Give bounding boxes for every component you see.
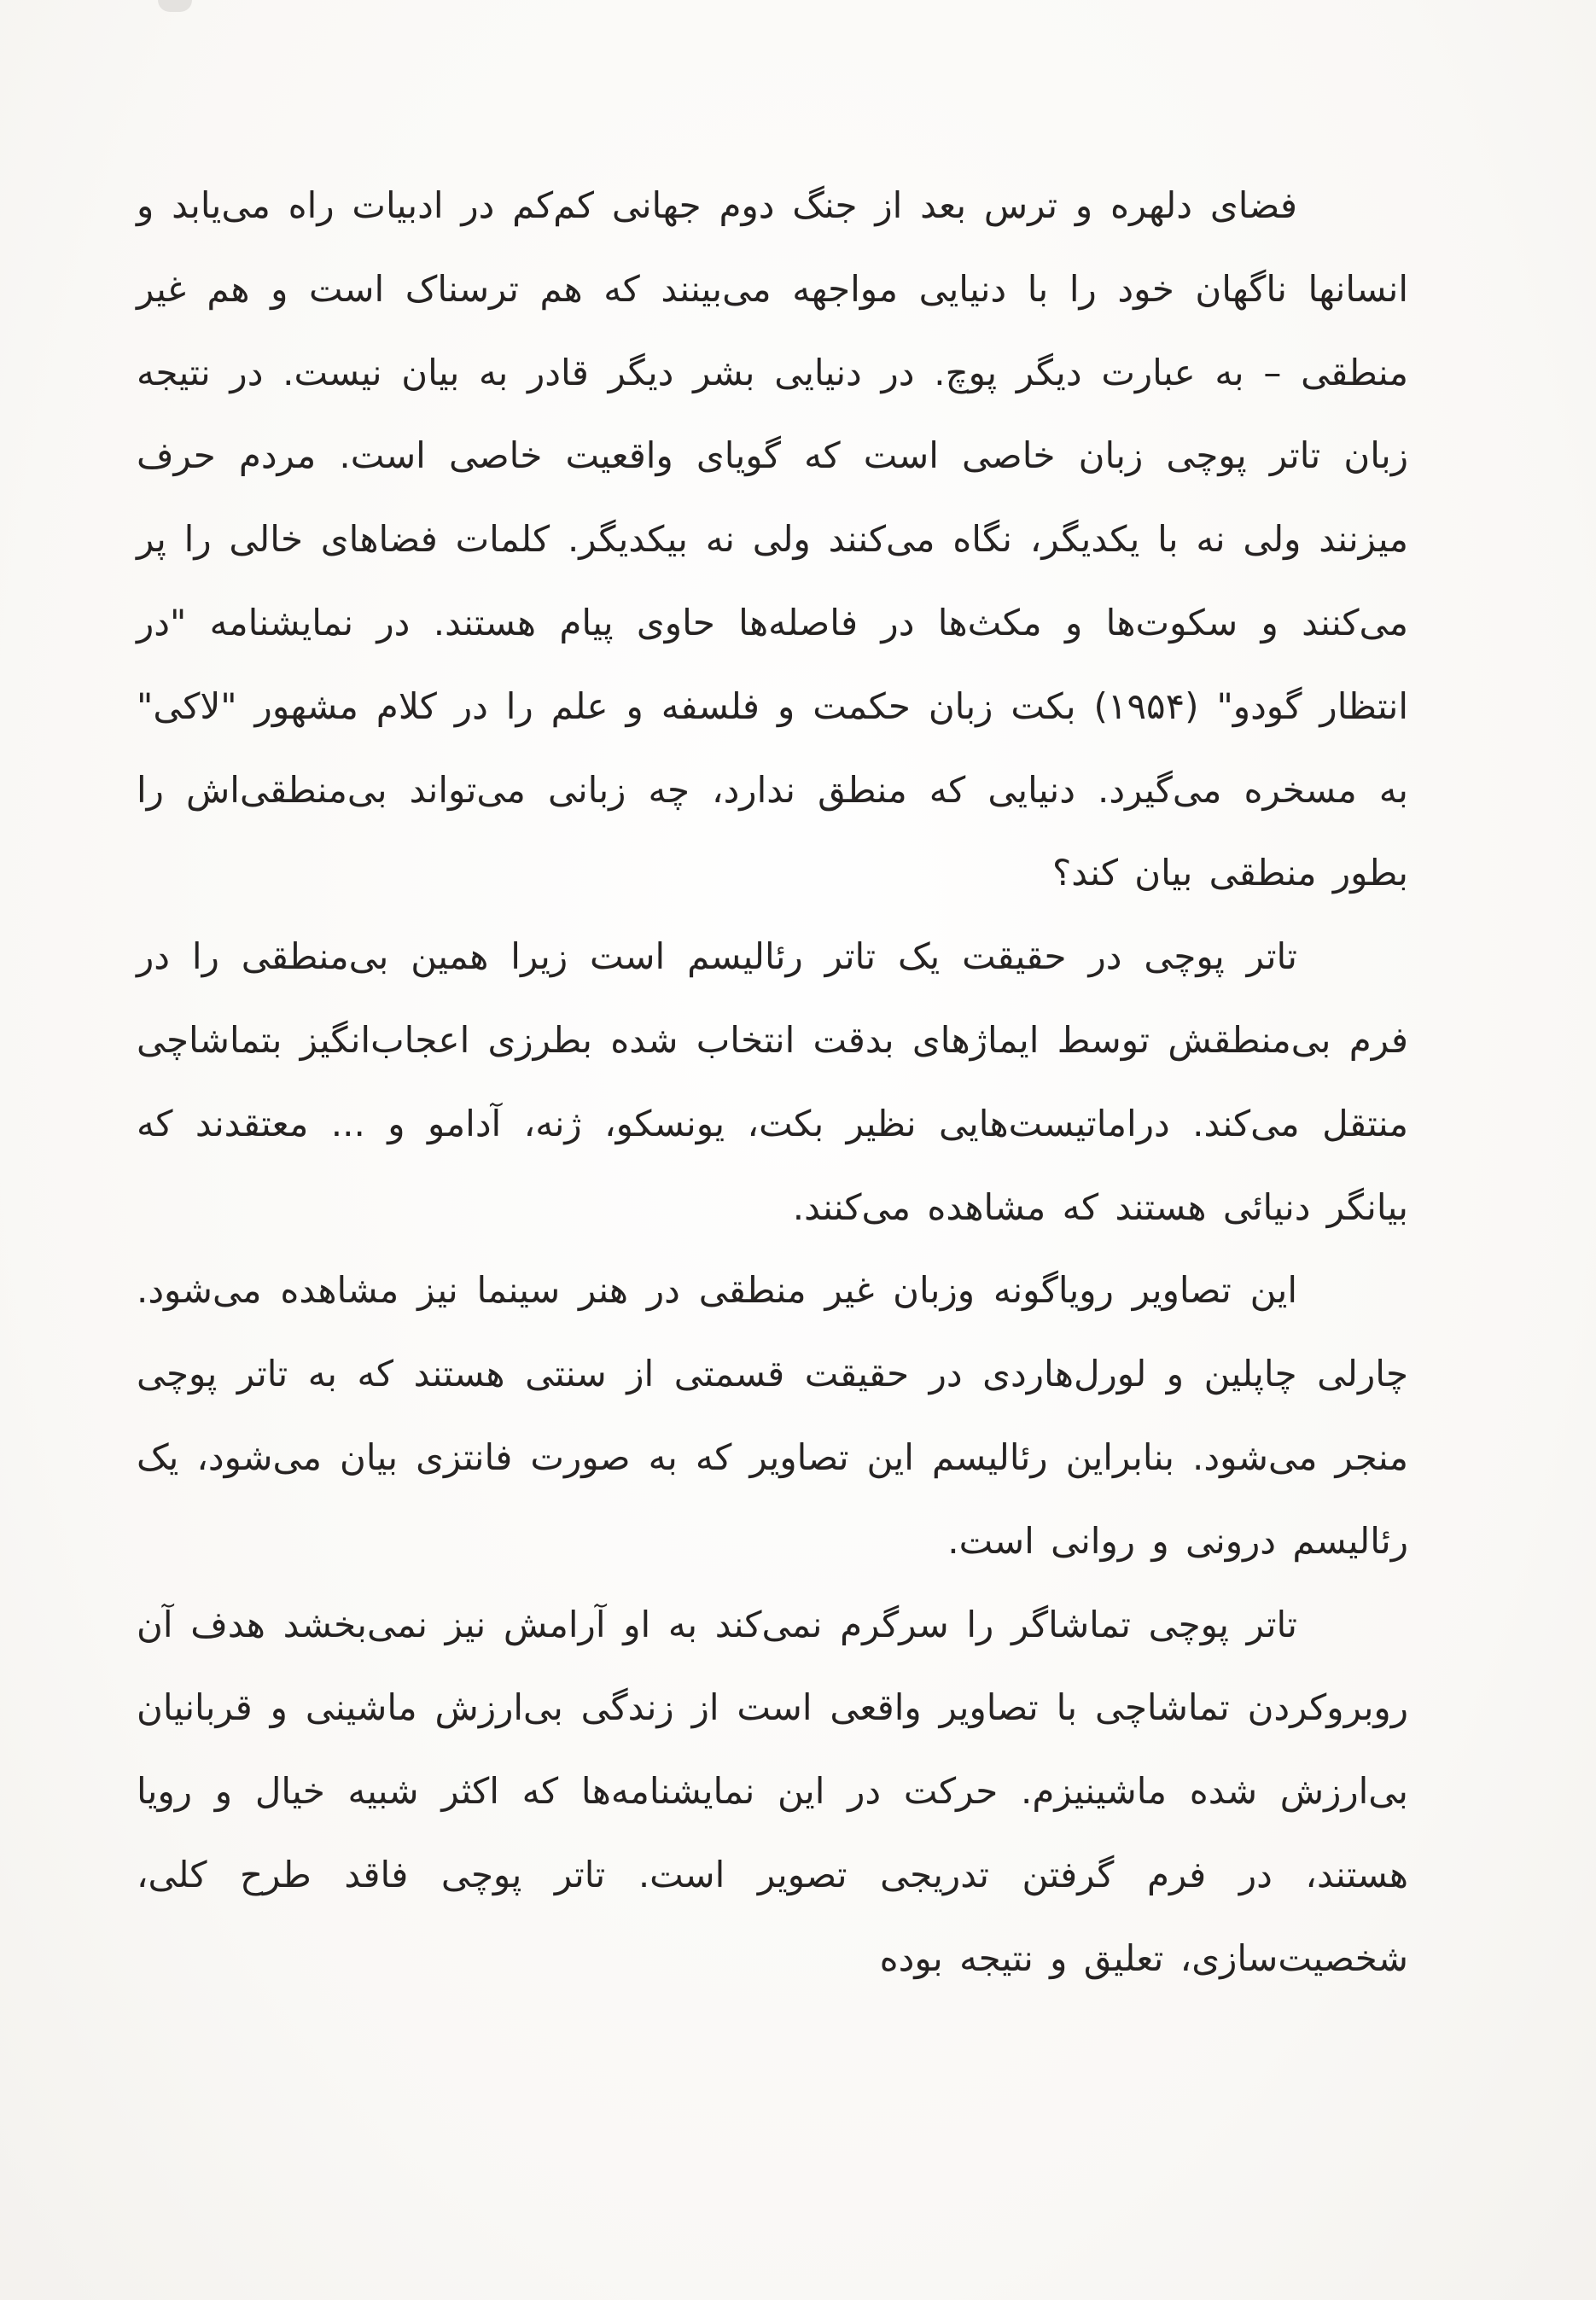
paragraph-2: تاتر پوچی در حقیقت یک تاتر رئالیسم است زیرا همین بی‌منطقی را در فرم بی‌منطقش توسط ایماژهای بدقت انتخاب شده بطرزی اعجاب‌انگیز بتماشاچی منتقل می‌کند. دراماتیست‌هایی نظیر بکت، یونسکو، ژنه، آدامو و ... معتقدند که بیانگر دنیائی هستند که مشاهده می‌کنند.	[137, 935, 1408, 1228]
paragraph-3: این تصاویر رویاگونه وزبان غیر منطقی در هنر سینما نیز مشاهده می‌شود. چارلی چاپلین و لورل‌هاردی در حقیقت قسمتی از سنتی هستند که به تاتر پوچی منجر می‌شود. بنابراین رئالیسم این تصاویر که به صورت فانتزی بیان می‌شود، یک رئالیسم درونی و روانی است.	[137, 1269, 1408, 1562]
body-text	[137, 164, 1408, 2000]
paragraph-1: فضای دلهره و ترس بعد از جنگ دوم جهانی کم‌کم در ادبیات راه می‌یابد و انسانها ناگهان خود را با دنیایی مواجهه می‌بینند که هم ترسناک است و هم غیر منطقی – به عبارت دیگر پوچ. در دنیایی بشر دیگر قادر به بیان نیست. در نتیجه زبان تاتر پوچی زبان خاصی است که گویای واقعیت خاصی است. مردم حرف میزنند ولی نه با یکدیگر، نگاه می‌کنند ولی نه بیکدیگر. کلمات فضاهای خالی را پر می‌کنند و سکوت‌ها و مکث‌ها در فاصله‌ها حاوی پیام هستند. در نمایشنامه "در انتظار گودو" (۱۹۵۴) بکت زبان حکمت و فلسفه و علم را در کلام مشهور "لاکی" به مسخره می‌گیرد. دنیایی که منطق ندارد، چه زبانی می‌تواند بی‌منطقی‌اش را بطور منطقی بیان کند؟	[137, 184, 1408, 894]
page-edge-mark	[158, 0, 192, 12]
paragraph-4: تاتر پوچی تماشاگر را سرگرم نمی‌کند به او آرامش نیز نمی‌بخشد هدف آن روبروکردن تماشاچی با تصاویر واقعی است از زندگی بی‌ارزش ماشینی و قربانیان بی‌ارزش شده ماشینیزم. حرکت در این نمایشنامه‌ها که اکثر شبیه خیال و رویا هستند، در فرم گرفتن تدریجی تصویر است. تاتر پوچی فاقد طرح کلی، شخصیت‌سازی، تعلیق و نتیجه بوده	[137, 1603, 1408, 1979]
